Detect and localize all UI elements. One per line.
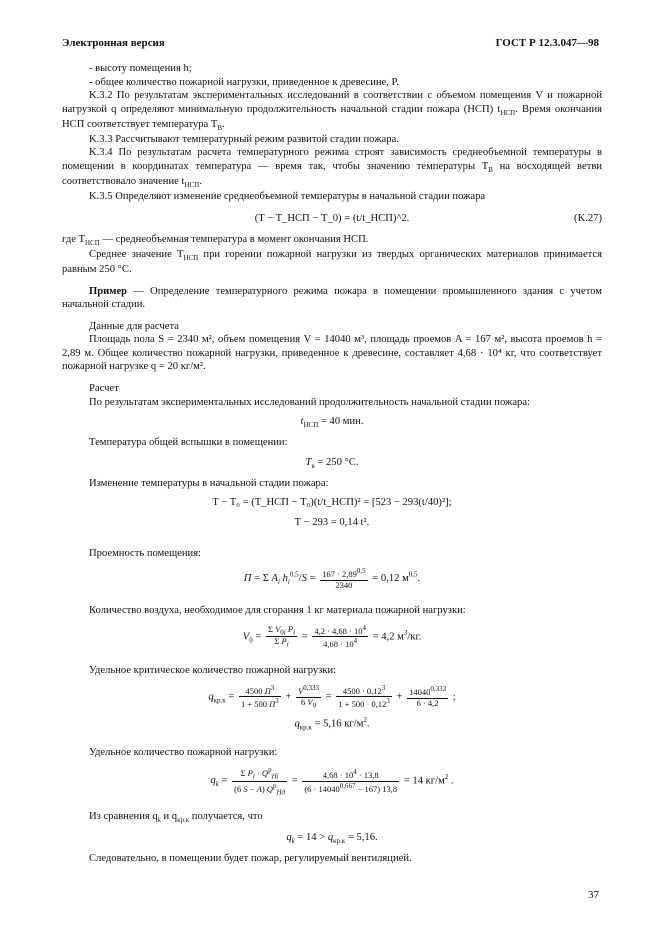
equation-compare: $q_k = 14 > q_{кр.к} = 5,16$. [286,832,378,846]
definition: где $T_{НСП}$ — среднеобъемная температура в момент окончания НСП. [62,234,369,248]
header-right: ГОСТ Р 12.3.047—98 [495,37,599,49]
paragraph: Удельное критическое количество пожарной нагрузки: [89,665,337,677]
example-paragraph: Пример — Определение температурного режима пожара в помещении промышленного здания с учетом начальной стадии. [62,285,602,311]
list-item: - общее количество пожарной нагрузки, приведенное к древесине, P. [89,76,399,88]
paragraph: Удельное количество пожарной нагрузки: [89,747,278,759]
paragraph: Количество воздуха, необходимое для сгорания 1 кг материала пожарной нагрузки: [89,605,466,617]
paragraph: По результатам экспериментальных исследований продолжительность начальной стадии пожара: [89,396,530,408]
paragraph-k32: K.3.2 По результатам экспериментальных исследований в соответствии с объемом помещения V и пожарной нагрузкой q определяют минимальную продолжительность начальной стадии пожара (НСП) $t_{НСП}$. Время окончания НСП соответствует температура $T_В$. [62,90,603,132]
paragraph-k33: K.3.3 Рассчитывают температурный режим развитой стадии пожара. [89,133,399,145]
equation-air: $V_0$ = $\frac{\Sigma V_{0i} P_i}{\Sigma P_i}$ = $\frac{4,2 \cdot 4,68 \cdot 10^4}{4,68 \cdot 10^4}$ = 4,2 $м^3/кг$. [242,623,422,650]
page-number: 37 [588,889,599,901]
header-left: Электронная версия [62,37,165,49]
paragraph-k35: K.3.5 Определяют изменение среднеобъемной температуры в начальной стадии пожара [89,190,486,202]
list-item: - высоту помещения h; [89,63,192,74]
paragraph-k34: K.3.4 По результатам расчета температурного режима строят зависимость среднеобъемной температуры в помещении в координатах температура — время так, чтобы значению температуры $T_В$ на восходящей ветви соответствовало значение $t_{НСП}$. [62,147,602,190]
paragraph: Проемность помещения: [89,548,202,560]
data-title: Данные для расчета [89,320,179,332]
calc-title: Расчет [89,383,119,395]
equation-change-2: T − 293 = 0,14 t². [294,516,370,528]
equation-change-1: T − T₀ = (T_НСП − T₀)(t/t_НСП)² = [523 − 293(t/40)²]; [212,497,452,509]
paragraph: Изменение температуры в начальной стадии пожара: [89,477,329,489]
paragraph: Из сравнения $q_k$ и $q_{кр.к}$ получается, что [89,811,263,825]
data-paragraph: Площадь пола S = 2340 м², объем помещения V = 14040 м³, площадь проемов A = 167 м², высота проемов h = 2,89 м. Общее количество пожарной нагрузки, приведенное к древесине, составляет 4,68 · 10⁴ кг, что соответствует пожарной нагрузке q = 20 кг/м². [62,334,602,373]
definition: Среднее значение $T_{НСП}$ при горении пожарной нагрузки из твердых органических материалов принимается равным 250 °С. [62,249,602,276]
equation-tv: $T_в = 250$ °С. [305,456,359,470]
equation-critical-result: $q_{кр.к} = 5,16$ $кг/м^2$. [294,715,370,732]
equation-openness: П = Σ $A_i$ $h_i^{0,5}/S$ = $\frac{167 \cdot 2,89^{0,5}}{2340}$ = 0,12 $м^{0,5}$. [243,566,421,590]
document-body [62,62,602,866]
equation-t-nsp: $t_{НСП} = 40$ мин. [300,416,364,430]
equation-label: (K.27) [574,212,602,224]
equation-specific: $q_k$ = $\frac{\Sigma P_i \cdot Q^р_{Hi}}{(6 S - A) Q^р_{Hд}}$ = $\frac{4,68 \cdot 10^4 \cdot 13,8}{(6 \cdot 14040^{0,667} - 167) 13,8}$ = 14 $кг/м^2$ . [210,765,454,797]
conclusion: Следовательно, в помещении будет пожар, регулируемый вентиляцией. [89,853,412,865]
equation-critical: $q_{кр.к}$ = $\frac{4500 П^3}{1 + 500 П^3}$ + $\frac{V^{0,333}}{6 V_0}$ = $\frac{4500 \cdot 0,12^3}{1 + 500 \cdot 0,12^3}$ + $\frac{14040^{0,333}}{6 \cdot 4,2}$ ; [208,683,456,710]
paragraph: Температура общей вспышки в помещении: [89,437,288,449]
equation-k27: (T − T_НСП − T_0) = (t/t_НСП)^2. (K.27) [254,212,602,224]
